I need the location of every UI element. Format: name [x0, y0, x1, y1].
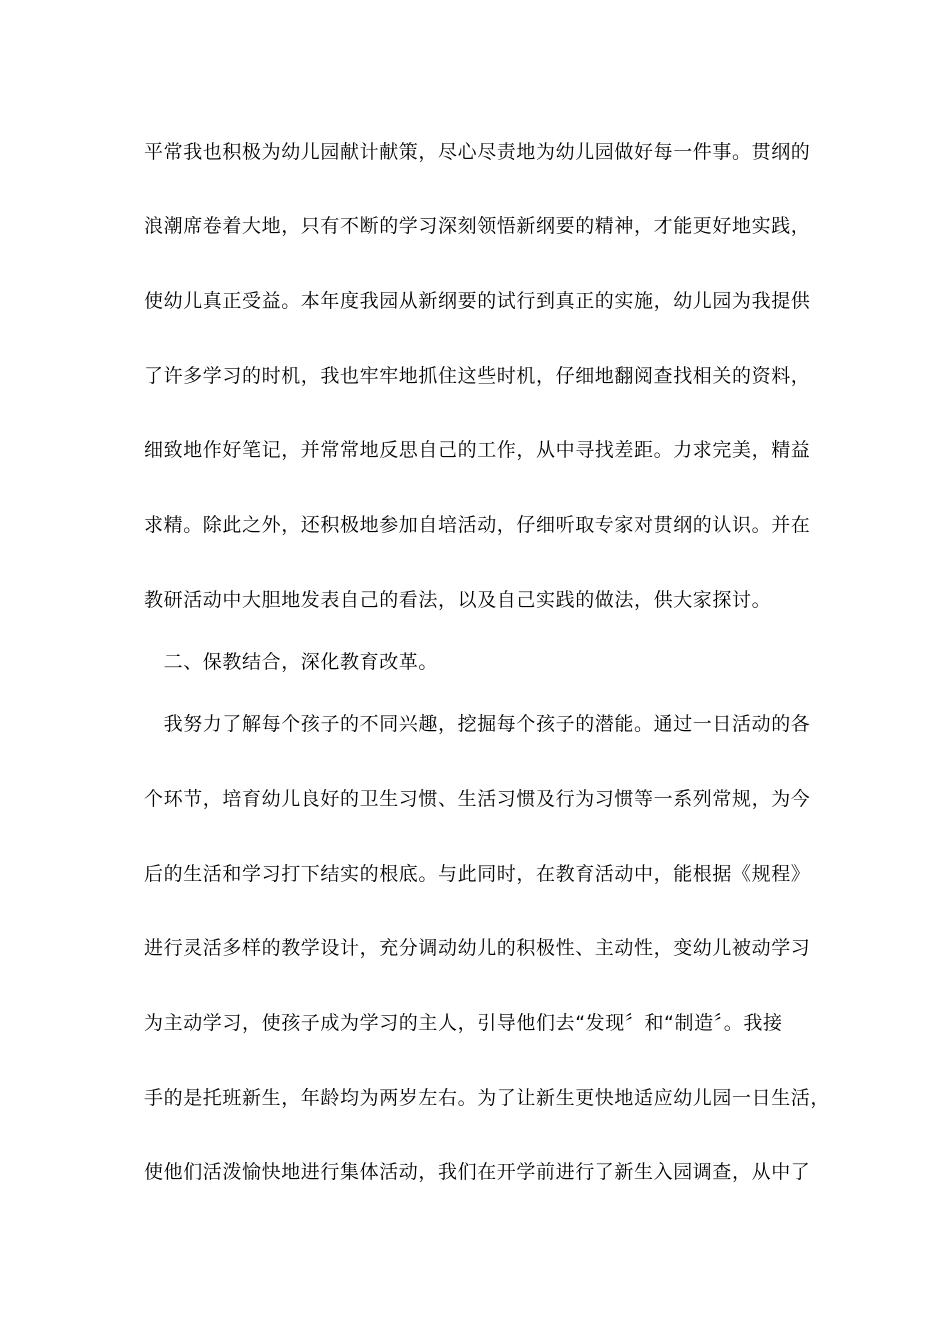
text-line: 我努力了解每个孩子的不同兴趣，挖掘每个孩子的潜能。通过一日活动的各: [144, 713, 811, 735]
text-line: 个环节，培育幼儿良好的卫生习惯、生活习惯及行为习惯等一系列常规，为今: [144, 788, 811, 810]
text-line: 了许多学习的时机，我也牢牢地抓住这些时机，仔细地翻阅查找相关的资料，: [144, 365, 811, 387]
text-line: 教研活动中大胆地发表自己的看法，以及自己实践的做法，供大家探讨。: [144, 589, 772, 611]
text-line: 细致地作好笔记，并常常地反思自己的工作，从中寻找差距。力求完美，精益: [144, 439, 811, 461]
text-line: 使幼儿真正受益。本年度我园从新纲要的试行到真正的实施，幼儿园为我提供: [144, 290, 811, 312]
text-line: 进行灵活多样的教学设计，充分调动幼儿的积极性、主动性，变幼儿被动学习: [144, 937, 811, 959]
text-line: 浪潮席卷着大地，只有不断的学习深刻领悟新纲要的精神，才能更好地实践，: [144, 215, 811, 237]
text-line: 为主动学习，使孩子成为学习的主人，引导他们去“发现〞和“制造〞。我接: [144, 1012, 783, 1034]
text-line: 求精。除此之外，还积极地参加自培活动，仔细听取专家对贯纲的认识。并在: [144, 514, 811, 536]
text-line: 使他们活泼愉快地进行集体活动，我们在开学前进行了新生入园调查，从中了: [144, 1161, 811, 1183]
text-line: 手的是托班新生，年龄均为两岁左右。为了让新生更快地适应幼儿园一日生活，: [144, 1087, 831, 1109]
text-line: 平常我也积极为幼儿园献计献策，尽心尽责地为幼儿园做好每一件事。贯纲的: [144, 141, 811, 163]
text-line: 后的生活和学习打下结实的根底。与此同时，在教育活动中，能根据《规程》: [144, 863, 811, 885]
section-heading: 二、保教结合，深化教育改革。: [144, 651, 439, 673]
